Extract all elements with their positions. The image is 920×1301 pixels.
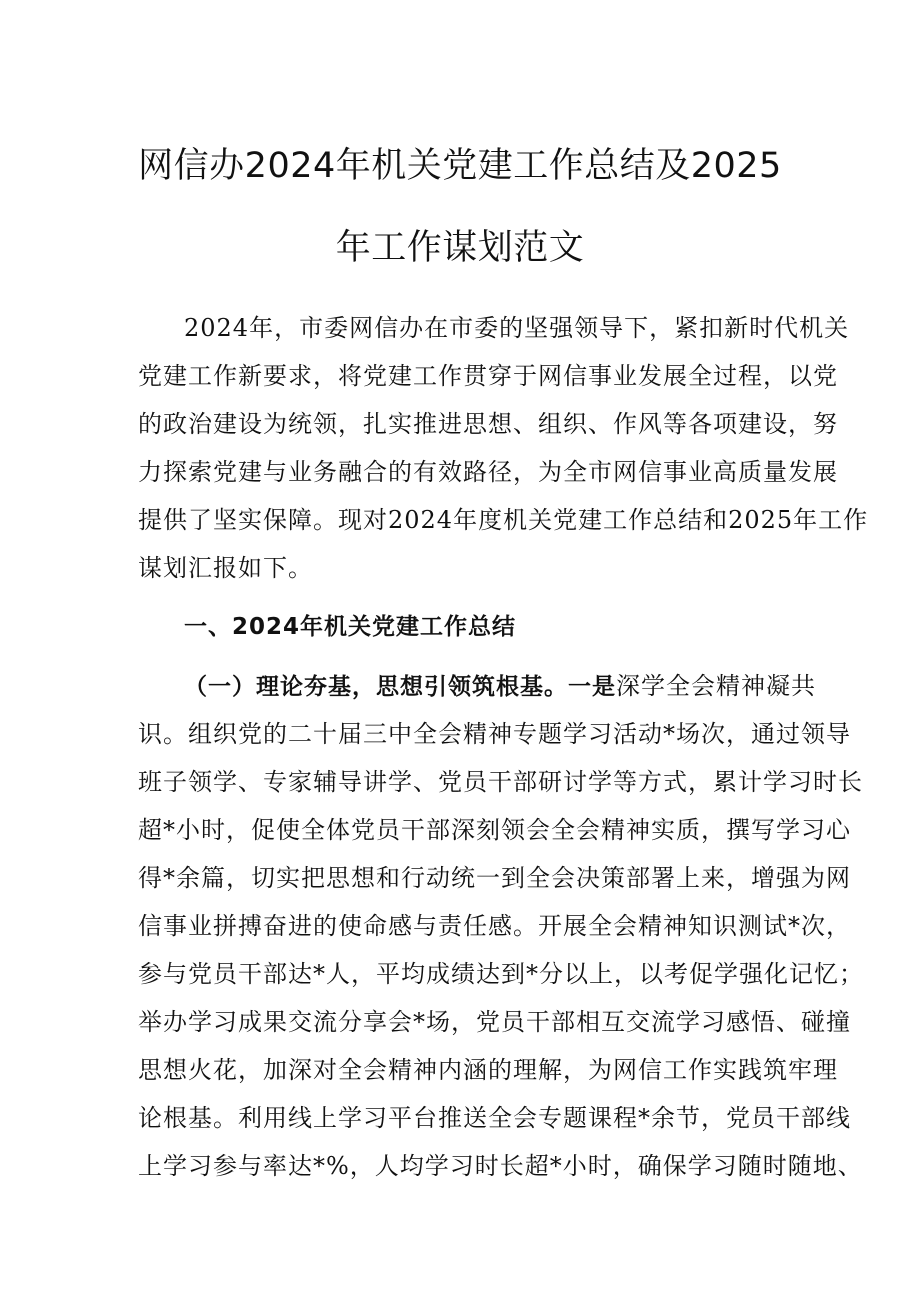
body-first-line-text: 深学全会精神凝共 xyxy=(616,672,816,700)
body-line: 思想火花，加深对全会精神内涵的理解，为网信工作实践筑牢理 xyxy=(138,1056,838,1084)
intro-line: 2024年，市委网信办在市委的坚强领导下，紧扣新时代机关 xyxy=(184,314,850,342)
sub-heading: （一）理论夯基，思想引领筑根基。 xyxy=(184,674,568,700)
document-title-line-2: 年工作谋划范文 xyxy=(335,228,585,268)
body-line: 信事业拼搏奋进的使命感与责任感。开展全会精神知识测试*次， xyxy=(138,912,851,940)
section-heading: 一、2024年机关党建工作总结 xyxy=(184,614,517,640)
intro-line: 的政治建设为统领，扎实推进思想、组织、作风等各项建设，努 xyxy=(138,410,838,438)
body-line: 举办学习成果交流分享会*场，党员干部相互交流学习感悟、碰撞 xyxy=(138,1008,851,1036)
body-line: 上学习参与率达*%，人均学习时长超*小时，确保学习随时随地、 xyxy=(138,1152,863,1180)
body-first-line xyxy=(138,662,816,710)
body-paragraph xyxy=(138,662,864,1190)
intro-line: 力探索党建与业务融合的有效路径，为全市网信事业高质量发展 xyxy=(138,458,838,486)
intro-line: 党建工作新要求，将党建工作贯穿于网信事业发展全过程，以党 xyxy=(138,362,838,390)
document-title-line-1: 网信办2024年机关党建工作总结及2025 xyxy=(138,146,782,186)
intro-line: 谋划汇报如下。 xyxy=(138,554,313,582)
body-line: 识。组织党的二十届三中全会精神专题学习活动*场次，通过领导 xyxy=(138,720,851,748)
body-line: 参与党员干部达*人，平均成绩达到*分以上，以考促学强化记忆； xyxy=(138,960,864,988)
intro-paragraph xyxy=(138,304,869,592)
body-line: 论根基。利用线上学习平台推送全会专题课程*余节，党员干部线 xyxy=(138,1104,851,1132)
intro-line: 提供了坚实保障。现对2024年度机关党建工作总结和2025年工作 xyxy=(138,506,869,534)
body-line: 得*余篇，切实把思想和行动统一到全会决策部署上来，增强为网 xyxy=(138,864,851,892)
point-label: 一是 xyxy=(568,674,616,700)
body-line: 超*小时，促使全体党员干部深刻领会全会精神实质，撰写学习心 xyxy=(138,816,851,844)
body-line: 班子领学、专家辅导讲学、党员干部研讨学等方式，累计学习时长 xyxy=(138,768,863,796)
